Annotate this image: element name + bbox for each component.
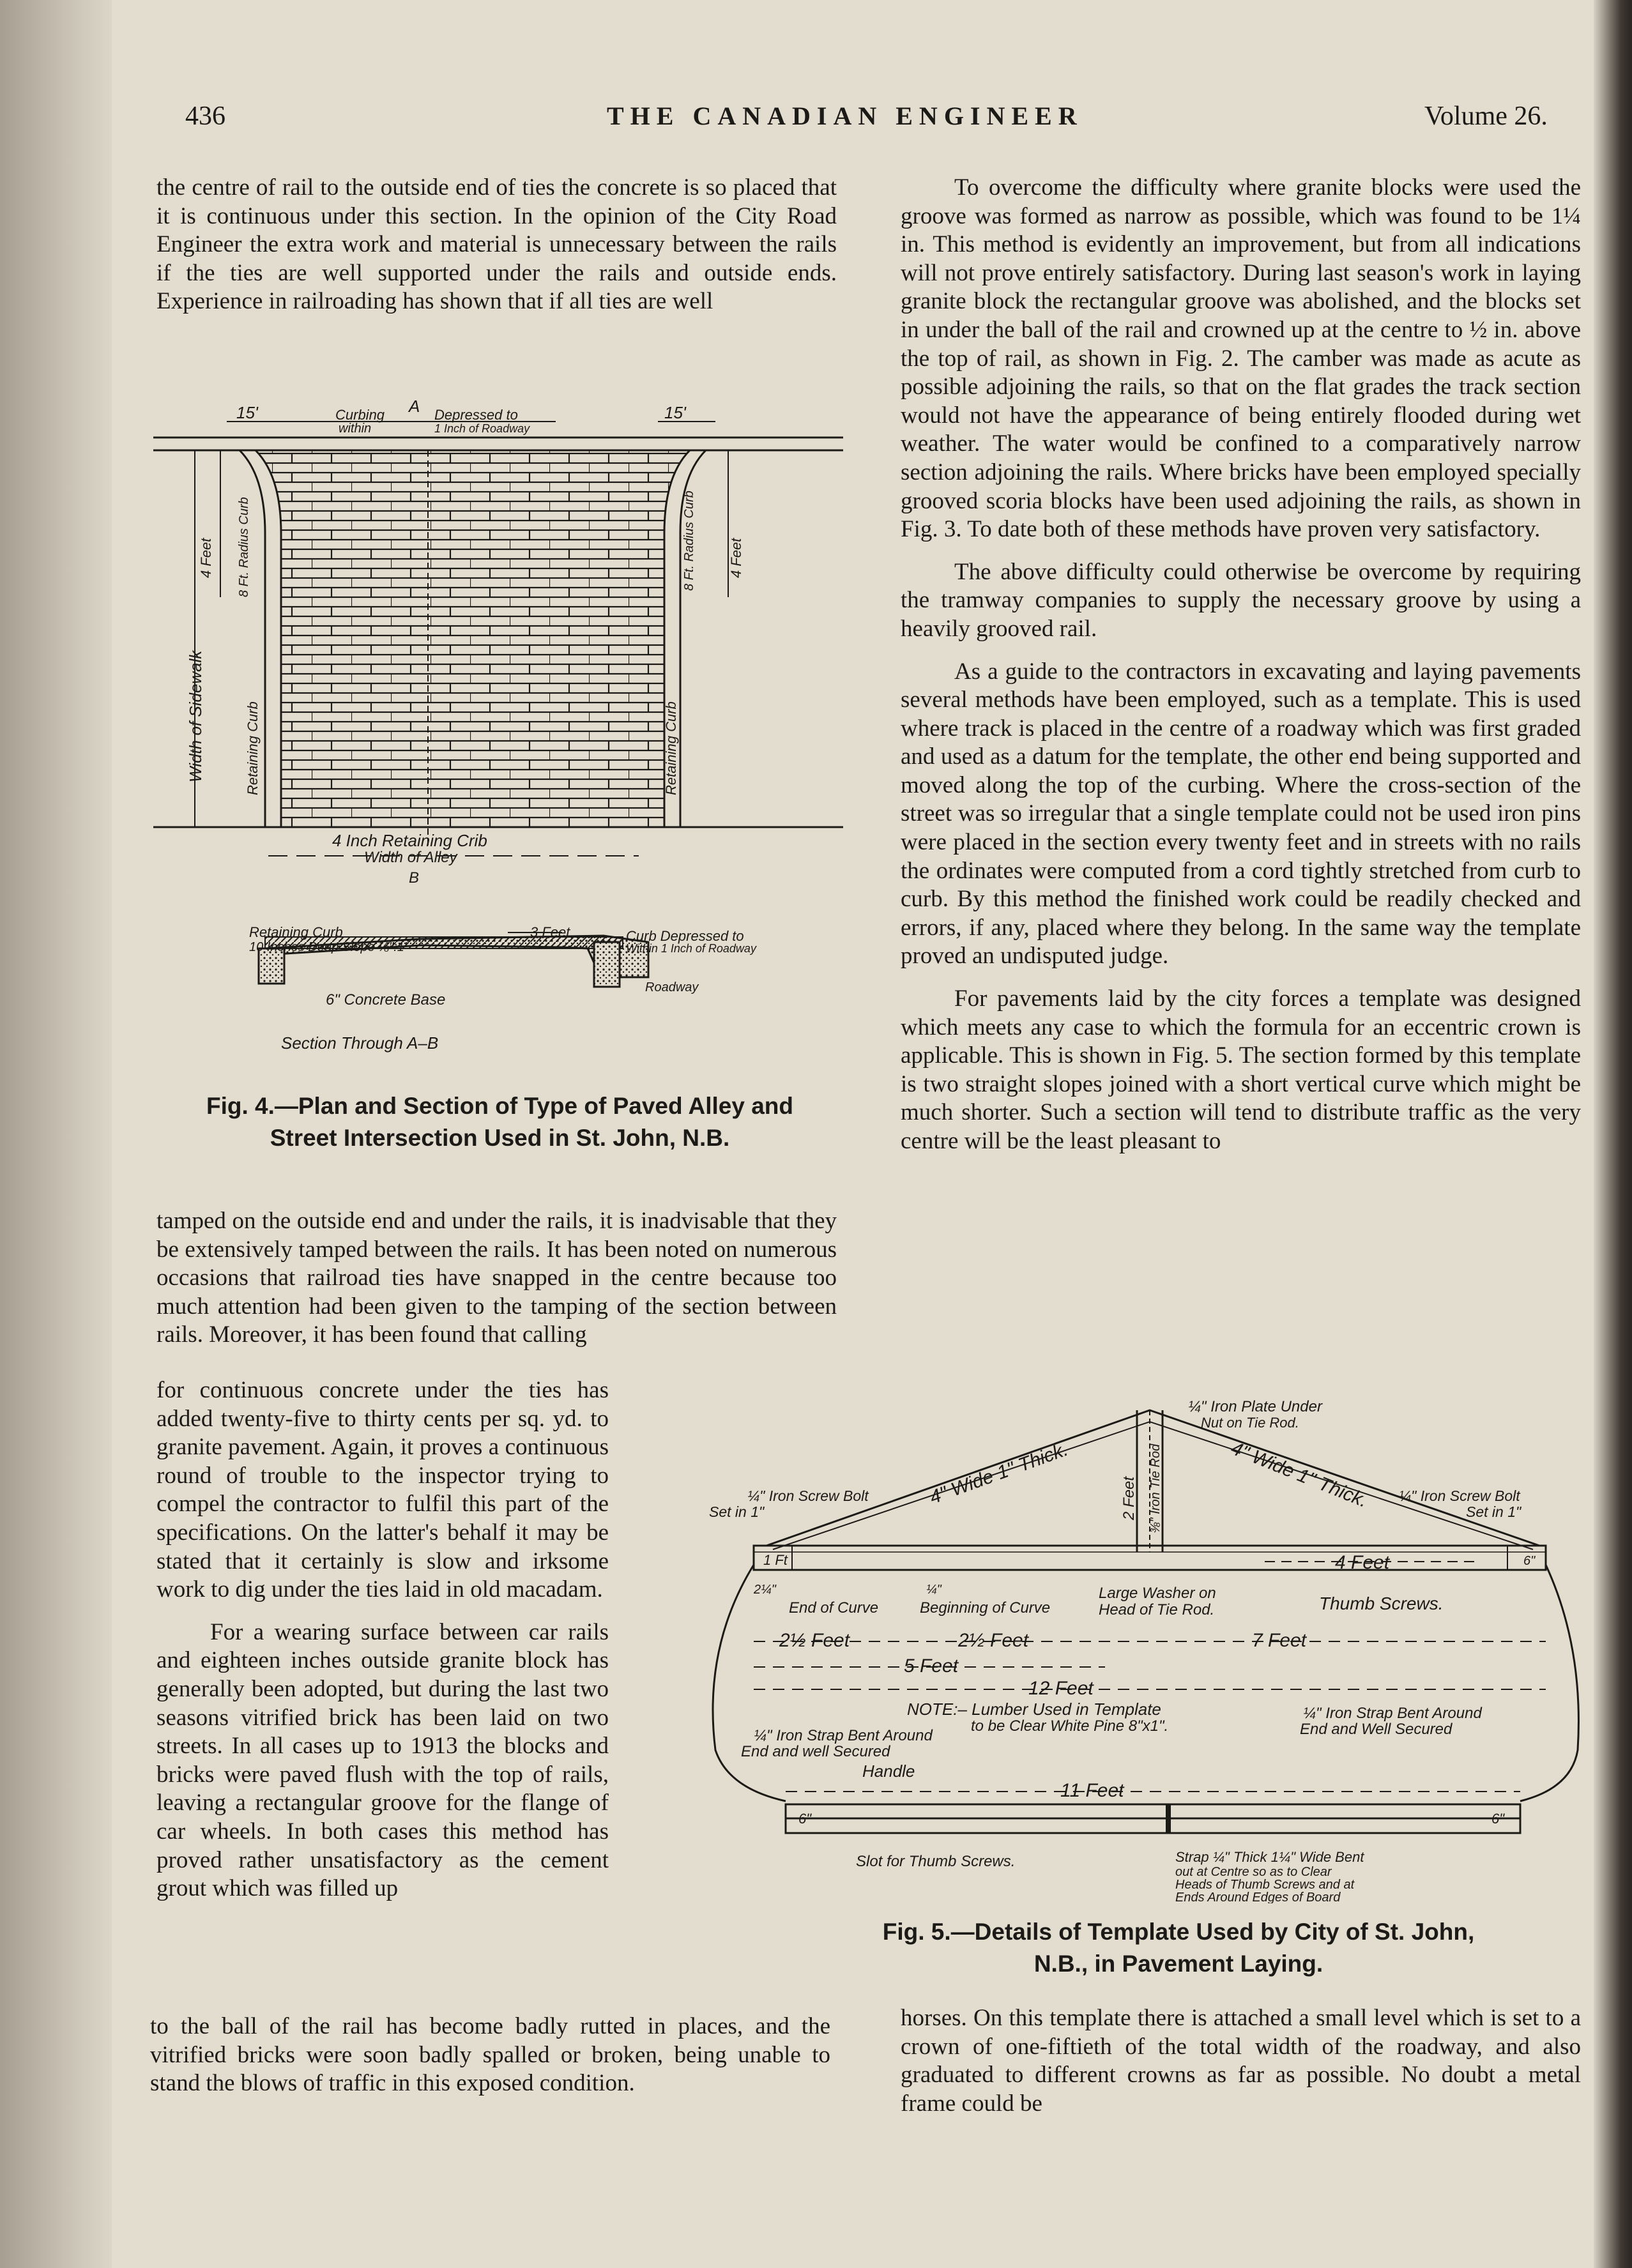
fig4-section-title: Section Through A–B [281,1033,439,1053]
fig4-radius-right: 8 Ft. Radius Curb [682,491,696,591]
fig4-roadway: Roadway [645,980,699,994]
page-number: 436 [185,102,225,131]
fig5-note-2: to be Clear White Pine 8"x1". [971,1717,1169,1735]
fig4-section-curb-2: 10 Inches Deep Slope ⅛":1' [249,940,407,954]
fig4-four-feet-right: 4 Feet [728,538,744,578]
fig5-screw-left-1: ¼" Iron Screw Bolt [747,1488,869,1504]
fig5-four-feet: 4 Feet [1335,1552,1390,1573]
paragraph: to the ball of the rail has become badly rutted in places, and the vitrified bricks were soon badly spalled or broken, being unable to stand the blows of traffic in this exposed condition. [150,2013,830,2097]
fig4-diagram [153,386,862,1057]
journal-title: THE CANADIAN ENGINEER [607,102,1083,130]
fig5-one-ft: 1 Ft [763,1552,788,1568]
left-column-bottom [150,2013,830,2098]
paragraph: tamped on the outside end and under the rails, it is inadvisable that they be extensively tamped between the rails. It has been noted on numerous occasions that railroad ties have snapped in the centre because too much attention had been given to the tamping of the section between rails. Moreover, it has been found that calling [156,1208,837,1348]
fig4-point-b: B [409,869,420,887]
fig5-handle: Handle [862,1762,915,1781]
fig5-strap-bent-3: Heads of Thumb Screws and at [1175,1878,1355,1892]
fig4-within: within [339,422,372,436]
fig5-washer-1: Large Washer on [1099,1585,1216,1602]
left-column-middle [156,1207,837,1350]
fig5-strap-right-1: ¼" Iron Strap Bent Around [1303,1705,1482,1722]
paragraph: As a guide to the contractors in excavating and laying pavements several methods have been employed, such as a template. This is used where track is placed in the centre of a roadway which was first graded and used as a datum for the template, the other end being supported and moved along the top of the curbing. Where the cross-section of the street was so irregular that a single template could not be used iron pins were placed in the section every twenty feet and in streets with no rails the ordinates were computed from a cord tightly stretched from curb to curb. By this method the finished work could be readily checked and errors, if any, placed where they belong. In the same way the template proved an undisputed judge. [901,658,1581,970]
fig4-dim-15-left: 15' [236,403,258,422]
fig5-plate-1: ¼" Iron Plate Under [1188,1398,1322,1415]
fig5-dim-11: 11 Feet [1060,1780,1124,1801]
fig5-caption [802,1916,1555,1980]
volume-label: Volume 26. [1424,102,1548,131]
fig5-caption-line2: N.B., in Pavement Laying. [1033,1951,1323,1977]
fig5-screw-right-2: Set in 1" [1466,1503,1521,1520]
fig4-four-feet-left: 4 Feet [198,538,214,578]
fig5-two-feet: 2 Feet [1120,1476,1138,1520]
fig4-crib-line2: Width of Alley [364,849,457,866]
fig5-strap-left-2: End and well Secured [741,1743,890,1760]
left-column-narrow [156,1376,609,1903]
right-column-bottom [901,2004,1581,2118]
right-column-top [901,174,1581,1156]
paragraph: The above difficulty could otherwise be overcome by requiring the tramway companies to supply the necessary groove by using a heavily grooved rail. [901,558,1581,642]
fig5-dim-2half-b: 2½ Feet [958,1630,1029,1651]
fig4-retaining-left: Retaining Curb [245,701,261,795]
fig4-caption-line2: Street Intersection Used in St. John, N.B. [270,1125,730,1151]
fig5-wide-left: 4" Wide 1" Thick. [927,1438,1071,1509]
fig4-three-feet: 3 Feet [530,924,570,940]
fig4-dim-15-right: 15' [664,403,686,422]
fig5-diagram [690,1392,1597,1903]
fig4-caption-line1: Fig. 4.—Plan and Section of Type of Paved Alley and [206,1093,793,1119]
fig4-caption [156,1090,843,1154]
fig5-dim-12: 12 Feet [1028,1678,1094,1699]
fig5-screw-right-1: ¼" Iron Screw Bolt [1399,1488,1520,1504]
page-edge-shadow [1594,0,1632,2268]
fig4-crib-line1: 4 Inch Retaining Crib [332,831,487,850]
paragraph: for continuous concrete under the ties has added twenty-five to thirty cents per sq. yd. to granite pavement. Again, it proves a continuous round of trouble to the inspector trying to compel the contractor to fulfil this part of the specifications. On the latter's behalf it may be stated that it certainly is slow and irksome work to dig under the ties laid in old macadam. [156,1377,609,1603]
fig5-strap-bent-2: out at Centre so as to Clear [1175,1865,1332,1879]
fig5-screw-left-2: Set in 1" [709,1503,765,1520]
fig5-end-curve: End of Curve [789,1599,879,1617]
fig5-six-in-top: 6" [1523,1554,1536,1568]
fig5-caption-line1: Fig. 5.—Details of Template Used by City of St. John, [882,1919,1475,1945]
fig5-dim-5: 5 Feet [904,1655,959,1677]
fig5-quarter-mark: ¼" [926,1583,942,1597]
fig5-tie-rod: ⅜" Iron Tie Rod [1148,1443,1163,1533]
paragraph: the centre of rail to the outside end of ties the concrete is so placed that it is continuous under this section. In the opinion of the City Road Engineer the extra work and material is unnecessary between the rails if the ties are well supported under the rails and outside ends. Experience in railroading has shown that if all ties are well [156,174,837,315]
fig4-depressed-2: 1 Inch of Roadway [434,422,530,435]
fig5-washer-2: Head of Tie Rod. [1099,1601,1215,1618]
fig5-dim-2half-a: 2½ Feet [779,1630,850,1651]
fig5-thumb: Thumb Screws. [1319,1594,1444,1613]
fig5-two-quarter: 2¼" [754,1583,776,1597]
fig4-sidewalk: Width of Sidewalk [186,650,205,782]
fig4-depressed-1: Depressed to [434,407,518,423]
fig5-strap-left-1: ¼" Iron Strap Bent Around [754,1727,933,1744]
fig5-six-in-right: 6" [1491,1811,1505,1827]
fig4-curb-depressed-2: Within 1 Inch of Roadway [626,942,756,955]
paragraph: To overcome the difficulty where granite blocks were used the groove was formed as narrow as possible, which was found to be 1¼ in. This method is evidently an improvement, but from all indications will not prove entirely satisfactory. During last season's work in laying granite block the rectangular groove was abolished, and the blocks set in under the ball of the rail and crowned up at the centre to ½ in. above the top of rail, as shown in Fig. 2. The camber was made as acute as possible adjoining the rails, so that on the flat grades the track section would not have the appearance of being entirely flooded during wet weather. The water would be confined to a comparatively narrow section adjoining the rails. Where bricks have been employed specially grooved scoria blocks have been used adjoining the rails, as shown in Fig. 3. To date both of these methods have proven very satisfactory. [901,174,1581,543]
fig4-point-a: A [409,397,420,416]
fig4-radius-left: 8 Ft. Radius Curb [237,497,251,597]
fig5-six-in-left: 6" [798,1811,812,1827]
fig4-curb-depressed-1: Curb Depressed to [626,928,744,944]
fig4-curbing-within: Curbing [335,407,385,423]
fig5-note-1: NOTE:– Lumber Used in Template [907,1700,1161,1719]
fig5-strap-right-2: End and Well Secured [1300,1721,1453,1738]
fig5-plate-2: Nut on Tie Rod. [1201,1415,1299,1431]
fig4-retaining-right: Retaining Curb [663,701,679,795]
fig5-dim-7: 7 Feet [1252,1630,1307,1651]
fig5-strap-bent-4: Ends Around Edges of Board [1175,1891,1341,1903]
fig5-slot: Slot for Thumb Screws. [856,1853,1016,1870]
fig4-concrete-base: 6" Concrete Base [326,991,446,1008]
left-column-top [156,174,837,316]
book-gutter-shadow [0,0,112,2268]
fig5-wide-right: 4" Wide 1" Thick. [1228,1437,1371,1512]
fig4-section-curb-1: Retaining Curb [249,924,343,940]
paragraph: horses. On this template there is attached a small level which is set to a crown of one-fiftieth of the total width of the roadway, and also graduated to different crowns as far as possible. No doubt a metal frame could be [901,2005,1581,2117]
paragraph: For a wearing surface between car rails and eighteen inches outside granite block has generally been adopted, but during the last two seasons vitrified brick has been laid on two streets. In all cases up to 1913 the blocks and bricks were paved flush with the top of rails, leaving a rectangular groove for the flange of car wheels. In both cases this method has proved rather unsatisfactory as the cement grout which was filled up [156,1618,609,1902]
paragraph: For pavements laid by the city forces a template was designed which meets any case to which the formula for an eccentric crown is applicable. This is shown in Fig. 5. The section formed by this template is two straight slopes joined with a short vertical curve which might be much shorter. Such a section will tend to distribute traffic as the very centre will be the least pleasant to [901,986,1581,1154]
fig5-begin-curve: Beginning of Curve [920,1599,1051,1617]
fig5-strap-bent-1: Strap ¼" Thick 1¼" Wide Bent [1175,1849,1364,1865]
